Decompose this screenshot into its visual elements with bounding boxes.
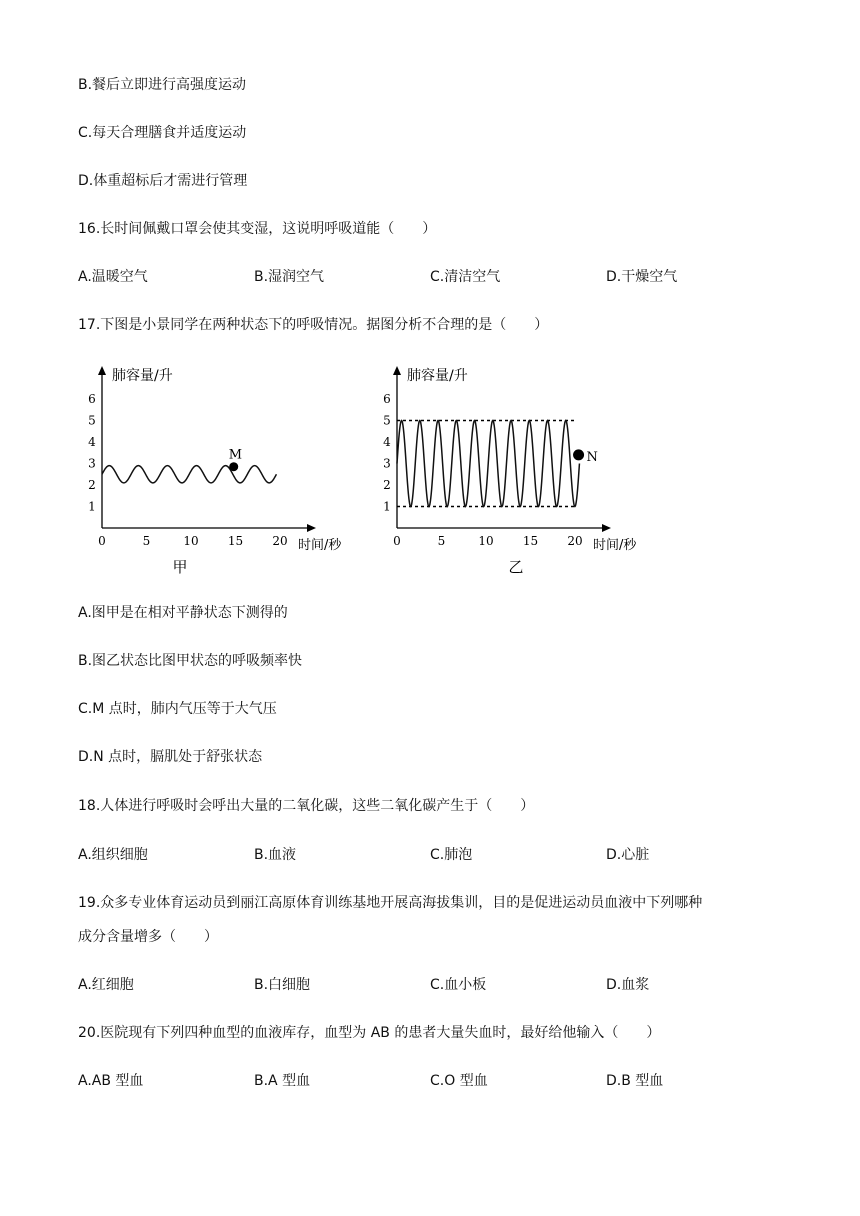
y-axis-arrow — [98, 366, 106, 375]
point-n — [573, 449, 584, 460]
x-axis-arrow — [307, 524, 316, 532]
x-tick-label: 0 — [98, 534, 106, 548]
y-tick-label: 1 — [383, 499, 391, 514]
chart-title: 乙 — [508, 558, 524, 576]
y-tick-label: 5 — [88, 413, 96, 428]
y-axis-label: 肺容量/升 — [407, 368, 468, 384]
chart-jia — [80, 358, 380, 580]
y-tick-label: 3 — [88, 456, 96, 471]
breathing-curve — [102, 466, 276, 483]
y-axis-label: 肺容量/升 — [112, 368, 173, 384]
question-18: 18.人体进行呼吸时会呼出大量的二氧化碳，这些二氧化碳产生于（ ） — [78, 798, 535, 814]
breathing-curve — [397, 421, 579, 507]
question-19-line2: 成分含量增多（ ） — [78, 929, 218, 945]
option-18-b: B.血液 — [254, 847, 297, 863]
y-axis-arrow — [393, 366, 401, 375]
chart-yi — [375, 358, 675, 580]
point-label: N — [586, 449, 598, 465]
x-axis-label: 时间/秒 — [593, 538, 637, 553]
question-16: 16.长时间佩戴口罩会使其变湿，这说明呼吸道能（ ） — [78, 221, 437, 237]
option-19-b: B.白细胞 — [254, 977, 311, 993]
y-tick-label: 2 — [383, 478, 391, 492]
question-19-line1: 19.众多专业体育运动员到丽江高原体育训练基地开展高海拔集训，目的是促进运动员血液中下列哪种 — [78, 895, 703, 911]
option-17-a: A.图甲是在相对平静状态下测得的 — [78, 605, 288, 621]
x-tick-label: 10 — [478, 534, 494, 548]
x-tick-label: 15 — [522, 534, 539, 548]
x-tick-label: 10 — [183, 534, 199, 548]
x-axis-label: 时间/秒 — [298, 538, 342, 553]
option-18-d: D.心脏 — [606, 847, 650, 863]
point-m — [229, 462, 238, 471]
x-tick-label: 15 — [227, 534, 244, 548]
option-16-c: C.清洁空气 — [430, 269, 501, 285]
option-17-b: B.图乙状态比图甲状态的呼吸频率快 — [78, 653, 303, 669]
y-tick-label: 2 — [88, 478, 96, 492]
option-20-d: D.B 型血 — [606, 1073, 664, 1089]
option-20-b: B.A 型血 — [254, 1073, 311, 1089]
x-tick-label: 20 — [272, 534, 288, 548]
y-tick-label: 5 — [383, 413, 391, 428]
option-17-c: C.M 点时，肺内气压等于大气压 — [78, 701, 277, 717]
y-tick-label: 6 — [383, 392, 391, 406]
chart-title: 甲 — [172, 558, 188, 576]
y-tick-label: 4 — [88, 435, 96, 449]
x-axis-arrow — [602, 524, 611, 532]
question-20: 20.医院现有下列四种血型的血液库存，血型为 AB 的患者大量失血时，最好给他输入（ ） — [78, 1025, 661, 1041]
option-15-d: D.体重超标后才需进行管理 — [78, 173, 248, 189]
x-tick-label: 20 — [567, 534, 583, 548]
option-17-d: D.N 点时，膈肌处于舒张状态 — [78, 749, 263, 765]
question-17: 17.下图是小景同学在两种状态下的呼吸情况。据图分析不合理的是（ ） — [78, 317, 549, 333]
option-16-b: B.湿润空气 — [254, 269, 325, 285]
option-16-d: D.干燥空气 — [606, 269, 678, 285]
x-tick-label: 0 — [393, 534, 401, 548]
y-tick-label: 6 — [88, 392, 96, 406]
y-tick-label: 1 — [88, 499, 96, 514]
option-19-a: A.红细胞 — [78, 977, 134, 993]
option-16-a: A.温暖空气 — [78, 269, 148, 285]
option-18-a: A.组织细胞 — [78, 847, 148, 863]
option-18-c: C.肺泡 — [430, 847, 473, 863]
option-19-d: D.血浆 — [606, 977, 650, 993]
option-19-c: C.血小板 — [430, 977, 487, 993]
x-tick-label: 5 — [437, 534, 446, 548]
option-15-c: C.每天合理膳食并适度运动 — [78, 125, 247, 141]
point-label: M — [228, 447, 243, 463]
y-tick-label: 3 — [383, 456, 391, 471]
x-tick-label: 5 — [142, 534, 151, 548]
option-20-c: C.O 型血 — [430, 1073, 488, 1089]
y-tick-label: 4 — [383, 435, 391, 449]
option-15-b: B.餐后立即进行高强度运动 — [78, 77, 247, 93]
option-20-a: A.AB 型血 — [78, 1073, 144, 1089]
